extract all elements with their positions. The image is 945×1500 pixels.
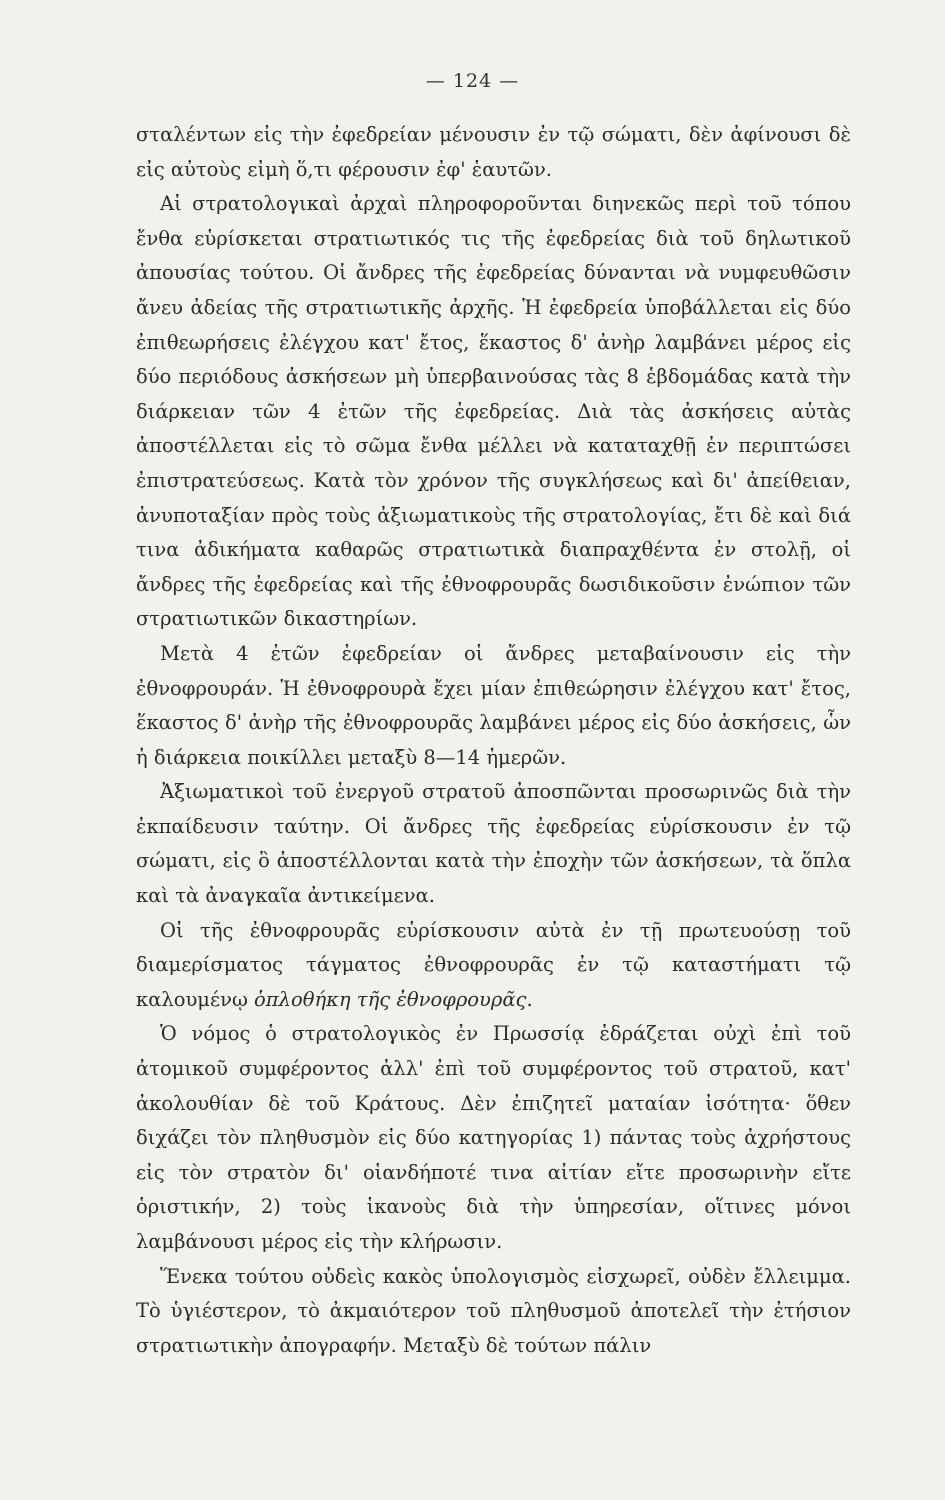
paragraph-5: [136, 914, 851, 1018]
paragraph-3: Μετὰ 4 ἐτῶν ἐφεδρείαν οἱ ἄνδρες μεταβαίνουσιν εἰς τὴν ἐθνοφρουράν. Ἡ ἐθνοφρουρὰ ἔχει μίαν ἐπιθεώρησιν ἐλέγχου κατ' ἔτος, ἕκαστος δ' ἀνὴρ τῆς ἐθνοφρουρᾶς λαμβάνει μέρος εἰς δύο ἀσκήσεις, ὧν ἡ διάρκεια ποικίλλει μεταξὺ 8—14 ἡμερῶν.: [136, 641, 851, 769]
paragraph-5-text: Οἱ τῆς ἐθνοφρουρᾶς εὑρίσκουσιν αὐτὰ ἐν τῇ πρωτευούσῃ τοῦ διαμερίσματος τάγματος ἐθνοφρουρᾶς ἐν τῷ καταστήματι τῷ καλουμένῳ: [136, 918, 851, 1011]
paragraph-5-end: .: [526, 987, 533, 1011]
paragraph-4: Ἀξιωματικοὶ τοῦ ἐνεργοῦ στρατοῦ ἀποσπῶνται προσωρινῶς διὰ τὴν ἐκπαίδευσιν ταύτην. Οἱ ἄνδρες τῆς ἐφεδρείας εὑρίσκουσιν ἐν τῷ σώματι, εἰς ὃ ἀποστέλλονται κατὰ τὴν ἐποχὴν τῶν ἀσκήσεων, τὰ ὅπλα καὶ τὰ ἀναγκαῖα ἀντικείμενα.: [136, 780, 851, 908]
paragraph-2: Αἱ στρατολογικαὶ ἀρχαὶ πληροφοροῦνται διηνεκῶς περὶ τοῦ τόπου ἔνθα εὑρίσκεται στρατιωτικός τις τῆς ἐφεδρείας διὰ τοῦ δηλωτικοῦ ἀπουσίας τούτου. Οἱ ἄνδρες τῆς ἐφεδρείας δύνανται νὰ νυμφευθῶσιν ἄνευ ἀδείας τῆς στρατιωτικῆς ἀρχῆς. Ἡ ἐφεδρεία ὑποβάλλεται εἰς δύο ἐπιθεωρήσεις ἐλέγχου κατ' ἔτος, ἕκαστος δ' ἀνὴρ λαμβάνει μέρος εἰς δύο περιόδους ἀσκήσεων μὴ ὑπερβαινούσας τὰς 8 ἑβδομάδας κατὰ τὴν διάρκειαν τῶν 4 ἐτῶν τῆς ἐφεδρείας. Διὰ τὰς ἀσκήσεις αὐτὰς ἀποστέλλεται εἰς τὸ σῶμα ἔνθα μέλλει νὰ καταταχθῇ ἐν περιπτώσει ἐπιστρατεύσεως. Κατὰ τὸν χρόνον τῆς συγκλήσεως καὶ δι' ἀπείθειαν, ἀνυποταξίαν πρὸς τοὺς ἀξιωματικοὺς τῆς στρατολογίας, ἔτι δὲ καὶ διά τινα ἀδικήματα καθαρῶς στρατιωτικὰ διαπραχθέντα ἐν στολῇ, οἱ ἄνδρες τῆς ἐφεδρείας καὶ τῆς ἐθνοφρουρᾶς δωσιδικοῦσιν ἐνώπιον τῶν στρατιωτικῶν δικαστηρίων.: [136, 192, 851, 631]
page-number: — 124 —: [425, 70, 520, 92]
paragraph-6: Ὁ νόμος ὁ στρατολογικὸς ἐν Πρωσσίᾳ ἑδράζεται οὐχὶ ἐπὶ τοῦ ἀτομικοῦ συμφέροντος ἀλλ' ἐπὶ τοῦ συμφέροντος τοῦ στρατοῦ, κατ' ἀκολουθίαν δὲ τοῦ Κράτους. Δὲν ἐπιζητεῖ ματαίαν ἰσότητα· ὅθεν διχάζει τὸν πληθυσμὸν εἰς δύο κατηγορίας 1) πάντας τοὺς ἀχρήστους εἰς τὸν στρατὸν δι' οἱανδήποτέ τινα αἰτίαν εἴτε προσωρινὴν εἴτε ὁριστικήν, 2) τοὺς ἱκανοὺς διὰ τὴν ὑπηρεσίαν, οἵτινες μόνοι λαμβάνουσι μέρος εἰς τὴν κλήρωσιν.: [136, 1022, 851, 1253]
page-body: [136, 118, 851, 1363]
paragraph-7: Ἕνεκα τούτου οὐδεὶς κακὸς ὑπολογισμὸς εἰσχωρεῖ, οὐδὲν ἔλλειμμα. Τὸ ὑγιέστερον, τὸ ἀκμαιότερον τοῦ πληθυσμοῦ ἀποτελεῖ τὴν ἐτήσιον στρατιωτικὴν ἀπογραφήν. Μεταξὺ δὲ τούτων πάλιν: [136, 1264, 851, 1357]
paragraph-1: σταλέντων εἰς τὴν ἐφεδρείαν μένουσιν ἐν τῷ σώματι, δὲν ἀφίνουσι δὲ εἰς αὐτοὺς εἰμὴ ὅ,τι φέρουσιν ἐφ' ἑαυτῶν.: [136, 123, 851, 181]
paragraph-5-italic: ὁπλοθήκη τῆς ἐθνοφρουρᾶς: [254, 987, 527, 1011]
